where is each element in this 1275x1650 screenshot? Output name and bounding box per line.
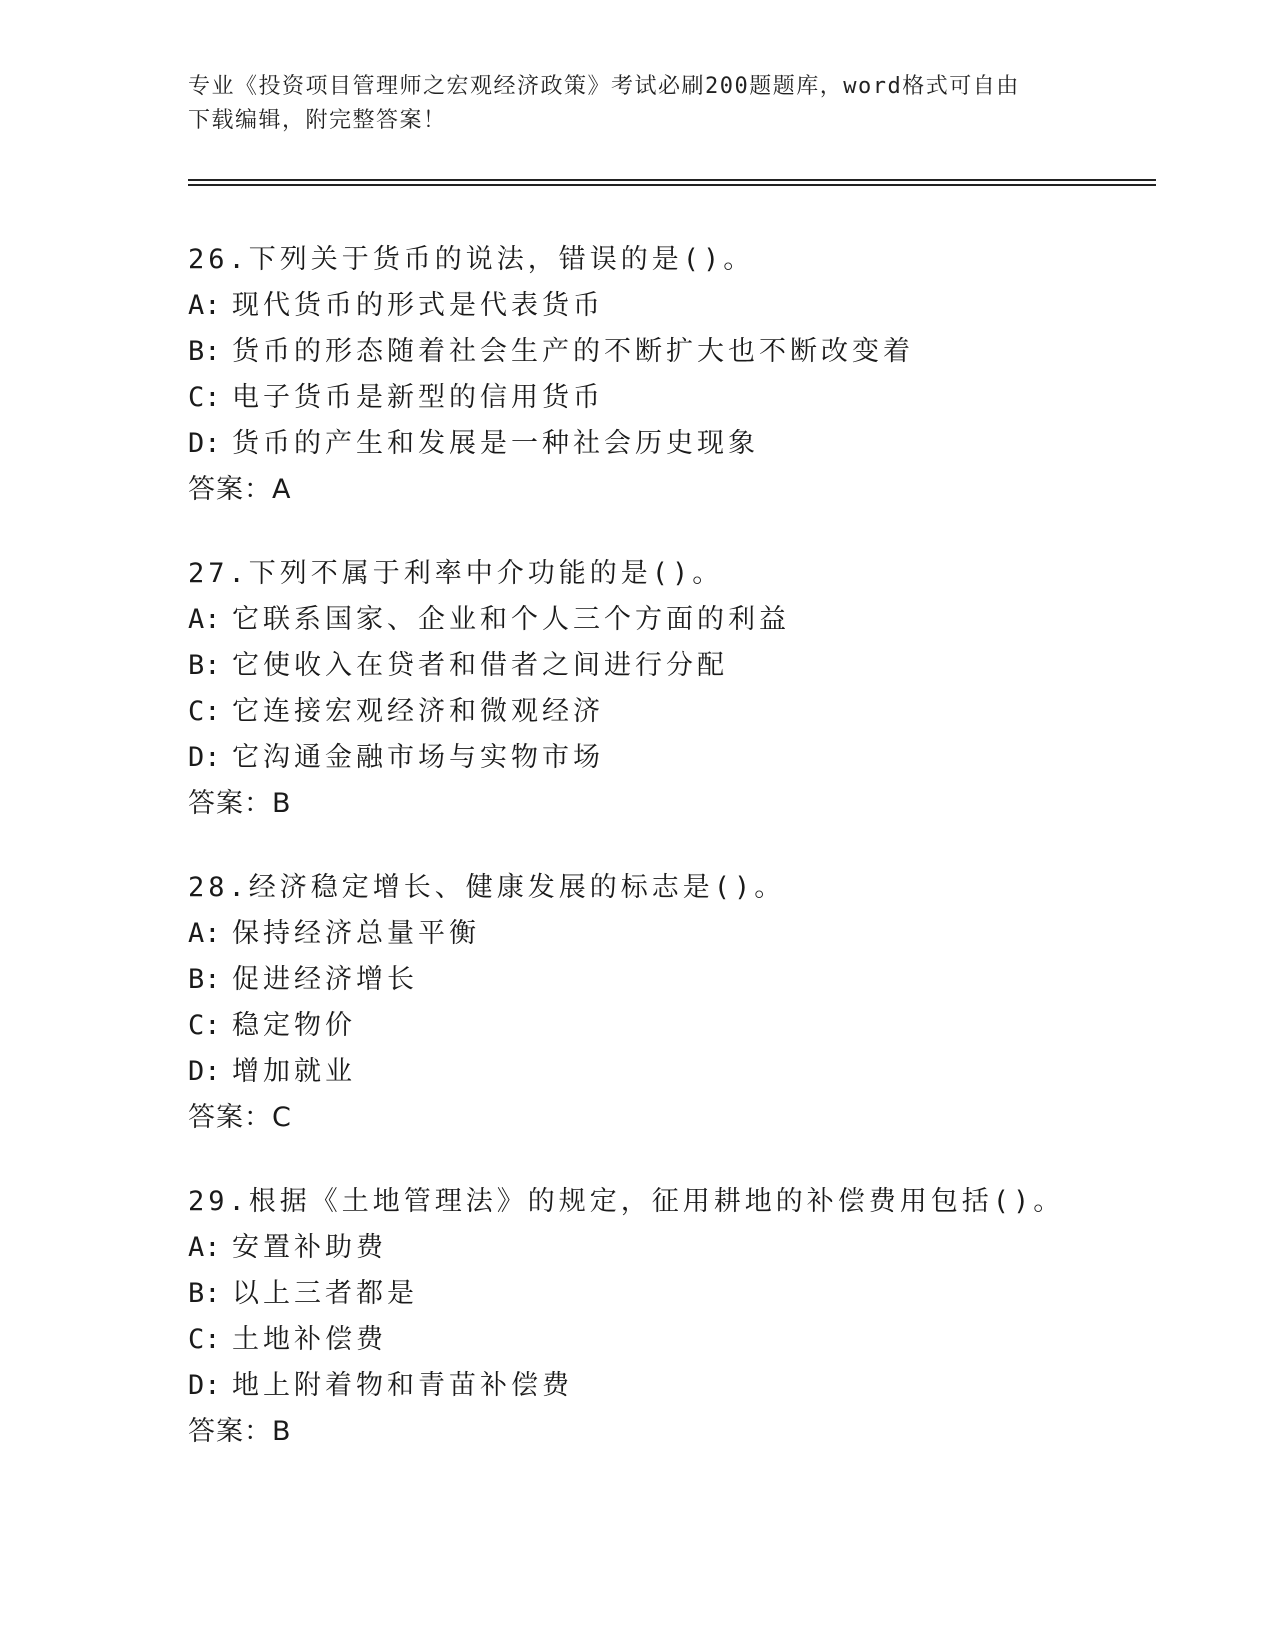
question-block <box>188 236 1148 513</box>
option-text: 它沟通金融市场与实物市场 <box>232 742 604 773</box>
option-c <box>188 1003 1148 1049</box>
option-letter: D: <box>188 1370 221 1401</box>
question-stem: 28.经济稳定增长、健康发展的标志是()。 <box>188 872 786 903</box>
option-c <box>188 1317 1148 1363</box>
document-header <box>188 70 1088 138</box>
option-d <box>188 1049 1148 1095</box>
question-list <box>188 236 1148 1492</box>
option-a <box>188 283 1148 329</box>
option-a <box>188 597 1148 643</box>
option-text: 货币的形态随着社会生产的不断扩大也不断改变着 <box>232 336 914 367</box>
option-letter: B: <box>188 964 221 995</box>
option-letter: A: <box>188 1232 221 1263</box>
option-text: 稳定物价 <box>232 1010 356 1041</box>
option-text: 电子货币是新型的信用货币 <box>232 382 604 413</box>
option-letter: C: <box>188 1010 221 1041</box>
option-b <box>188 957 1148 1003</box>
header-line-2: 下载编辑，附完整答案！ <box>188 108 447 133</box>
option-d <box>188 421 1148 467</box>
answer-line: 答案：B <box>188 788 292 819</box>
option-letter: B: <box>188 336 221 367</box>
option-b <box>188 1271 1148 1317</box>
option-d <box>188 735 1148 781</box>
answer-line: 答案：B <box>188 1416 292 1447</box>
option-letter: C: <box>188 382 221 413</box>
option-text: 货币的产生和发展是一种社会历史现象 <box>232 428 759 459</box>
option-letter: A: <box>188 290 221 321</box>
option-text: 它联系国家、企业和个人三个方面的利益 <box>232 604 790 635</box>
option-b <box>188 329 1148 375</box>
header-divider-bottom <box>188 184 1156 186</box>
option-d <box>188 1363 1148 1409</box>
option-letter: D: <box>188 742 221 773</box>
option-letter: A: <box>188 918 221 949</box>
question-block <box>188 550 1148 827</box>
answer-line: 答案：C <box>188 1102 292 1133</box>
question-stem: 26.下列关于货币的说法，错误的是()。 <box>188 244 755 275</box>
option-text: 保持经济总量平衡 <box>232 918 480 949</box>
option-text: 以上三者都是 <box>232 1278 418 1309</box>
header-divider-top <box>188 179 1156 181</box>
option-a <box>188 1225 1148 1271</box>
option-text: 它使收入在贷者和借者之间进行分配 <box>232 650 728 681</box>
option-text: 它连接宏观经济和微观经济 <box>232 696 604 727</box>
option-letter: A: <box>188 604 221 635</box>
option-c <box>188 689 1148 735</box>
option-a <box>188 911 1148 957</box>
question-block <box>188 1178 1148 1455</box>
question-block <box>188 864 1148 1141</box>
option-text: 土地补偿费 <box>232 1324 387 1355</box>
option-letter: C: <box>188 1324 221 1355</box>
answer-line: 答案：A <box>188 474 292 505</box>
option-c <box>188 375 1148 421</box>
option-text: 现代货币的形式是代表货币 <box>232 290 604 321</box>
option-text: 地上附着物和青苗补偿费 <box>232 1370 573 1401</box>
option-text: 安置补助费 <box>232 1232 387 1263</box>
header-line-1: 专业《投资项目管理师之宏观经济政策》考试必刷200题题库，word格式可自由 <box>188 74 1020 99</box>
option-b <box>188 643 1148 689</box>
option-letter: D: <box>188 1056 221 1087</box>
option-letter: B: <box>188 1278 221 1309</box>
question-stem: 27.下列不属于利率中介功能的是()。 <box>188 558 724 589</box>
option-text: 促进经济增长 <box>232 964 418 995</box>
option-letter: B: <box>188 650 221 681</box>
option-text: 增加就业 <box>232 1056 356 1087</box>
option-letter: D: <box>188 428 221 459</box>
option-letter: C: <box>188 696 221 727</box>
question-stem: 29.根据《土地管理法》的规定，征用耕地的补偿费用包括()。 <box>188 1186 1065 1217</box>
